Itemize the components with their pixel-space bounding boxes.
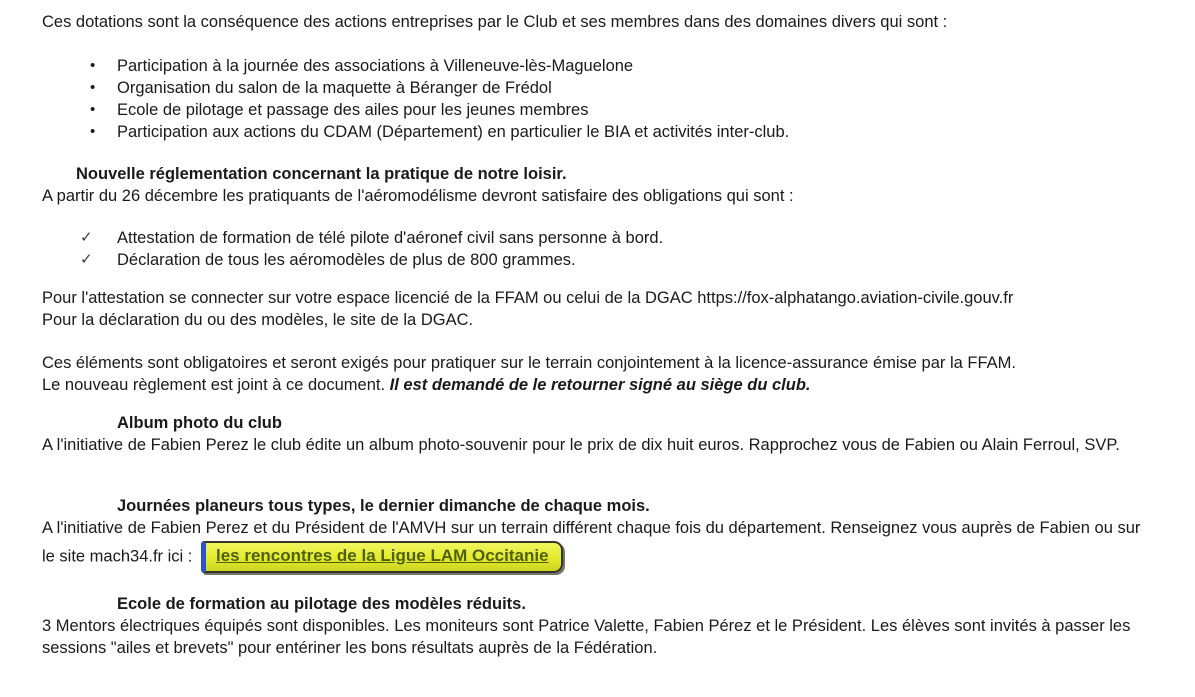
check-item-text: Déclaration de tous les aéromodèles de plus de 800 grammes.	[117, 251, 576, 269]
check-list-item	[80, 227, 1153, 249]
list-item-text: Participation à la journée des associations à Villeneuve-lès-Maguelone	[117, 57, 634, 75]
check-item-text: Attestation de formation de télé pilote d'aéronef civil sans personne à bord.	[117, 229, 664, 247]
list-item-text: Organisation du salon de la maquette à Béranger de Frédol	[117, 79, 552, 97]
bullet-icon: •	[90, 123, 96, 140]
ecole-heading: Ecole de formation au pilotage des modèles réduits.	[117, 595, 526, 613]
attestation-paragraph	[42, 287, 1153, 331]
check-list-item	[80, 249, 1153, 271]
bullet-icon: •	[90, 101, 96, 118]
list-item-text: Ecole de pilotage et passage des ailes pour les jeunes membres	[117, 101, 589, 119]
check-icon: ✓	[80, 229, 93, 246]
reglementation-heading: Nouvelle réglementation concernant la pratique de notre loisir.	[76, 165, 567, 183]
obligatoire-line: Ces éléments sont obligatoires et seront exigés pour pratiquer sur le terrain conjointement à la licence-assurance émise par la FFAM.	[42, 354, 1016, 372]
list-item	[90, 55, 1153, 77]
declaration-line: Pour la déclaration du ou des modèles, le site de la DGAC.	[42, 311, 474, 329]
journees-heading: Journées planeurs tous types, le dernier dimanche de chaque mois.	[117, 497, 650, 515]
reglementation-lead: A partir du 26 décembre les pratiquants de l'aéromodélisme devront satisfaire des obligations qui sont :	[42, 187, 794, 205]
obligations-check-list	[42, 227, 1153, 271]
ecole-paragraph: 3 Mentors électriques équipés sont disponibles. Les moniteurs sont Patrice Valette, Fabien Pérez et le Président. Les élèves sont invités à passer les sessions "ailes et brevets" pour entériner les bons résultats auprès de la Fédération.	[42, 617, 1131, 657]
obligatoire-paragraph	[42, 352, 1153, 396]
album-heading: Album photo du club	[117, 414, 282, 432]
bullet-icon: •	[90, 79, 96, 96]
attestation-line: Pour l'attestation se connecter sur votre espace licencié de la FFAM ou celui de la DGAC https://fox-alphatango.aviation-civile.gouv.fr	[42, 289, 1014, 307]
bullet-icon: •	[90, 57, 96, 74]
list-item-text: Participation aux actions du CDAM (Département) en particulier le BIA et activités inter-club.	[117, 123, 790, 141]
journees-body: A l'initiative de Fabien Perez et du Président de l'AMVH sur un terrain différent chaque fois du département. Renseignez vous auprès de Fabien ou sur le site mach34.fr ici :	[42, 519, 1141, 566]
journees-paragraph	[42, 517, 1153, 575]
list-item	[90, 99, 1153, 121]
actions-list	[42, 55, 1153, 143]
intro-paragraph: Ces dotations sont la conséquence des actions entreprises par le Club et ses membres dans des domaines divers qui sont :	[42, 13, 948, 31]
reglement-line: Le nouveau règlement est joint à ce document.	[42, 376, 390, 394]
album-paragraph: A l'initiative de Fabien Perez le club édite un album photo-souvenir pour le prix de dix huit euros. Rapprochez vous de Fabien ou Alain Ferroul, SVP.	[42, 436, 1120, 454]
list-item	[90, 77, 1153, 99]
check-icon: ✓	[80, 251, 93, 268]
lam-occitanie-link[interactable]: les rencontres de la Ligue LAM Occitanie	[201, 541, 563, 573]
reglement-emphasis: Il est demandé de le retourner signé au siège du club.	[389, 376, 811, 394]
list-item	[90, 121, 1153, 143]
